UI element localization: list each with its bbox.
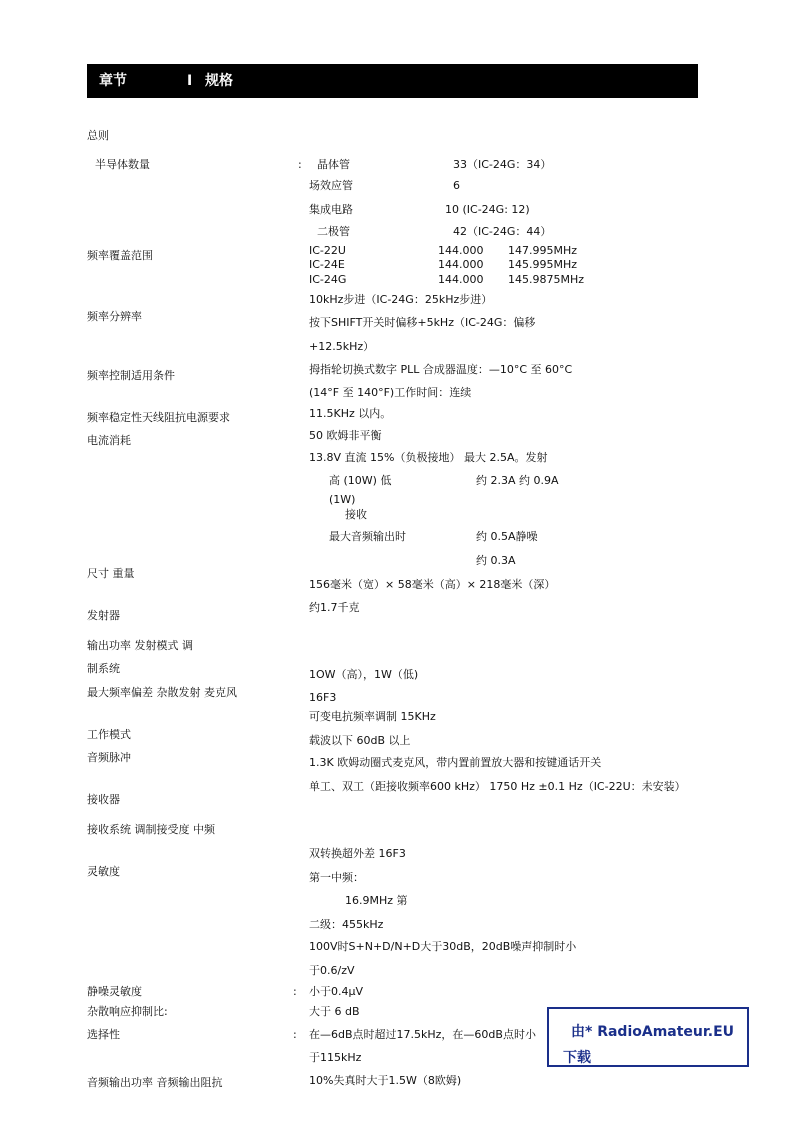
- value-squelch: 小于0.4μV: [309, 985, 364, 998]
- value-squelched-amps: 约 0.3A: [476, 554, 516, 567]
- colon: :: [293, 985, 297, 998]
- label-semiconductors: 半导体数量: [95, 158, 150, 171]
- coverage-end: 145.9875MHz: [508, 273, 585, 286]
- transistor-value: 33（IC-24G：34）: [453, 158, 552, 171]
- watermark-line-2: 下载: [563, 1050, 591, 1066]
- value-max-audio-amps: 约 0.5A静噪: [476, 530, 538, 543]
- value-rx: 接收: [345, 508, 367, 521]
- chapter-label: 章节: [99, 73, 127, 89]
- label-frequency-control: 频率控制适用条件: [87, 369, 175, 382]
- label-frequency-stability: 频率稳定性天线阻抗电源要求: [87, 411, 230, 424]
- label-frequency-resolution: 频率分辨率: [87, 310, 142, 323]
- coverage-end: 147.995MHz: [508, 244, 578, 257]
- coverage-start: 144.000: [438, 258, 484, 271]
- label-dimensions: 尺寸 重量: [87, 567, 135, 580]
- value-selectivity-cont: 于115kHz: [309, 1051, 362, 1064]
- section-heading-general: 总则: [87, 129, 109, 142]
- label-current-drain: 电流消耗: [87, 434, 131, 447]
- value-stability: 11.5KHz 以内。: [309, 407, 392, 420]
- value-control: 拇指轮切换式数字 PLL 合成器温度：—10°C 至 60°C: [309, 363, 573, 376]
- value-operating-mode: 单工、双工（距接收频率600 kHz） 1750 Hz ±0.1 Hz（IC-22U：未安装）: [309, 780, 686, 793]
- value-size: 156毫米（宽）× 58毫米（高）× 218毫米（深）: [309, 578, 556, 591]
- ic-value: 10 (IC-24G: 12): [445, 203, 530, 216]
- value-weight: 约1.7千克: [309, 601, 360, 614]
- value-emission-mode: 16F3: [309, 691, 337, 704]
- coverage-start: 144.000: [438, 273, 484, 286]
- fet-value: 6: [453, 179, 460, 192]
- value-control-cont: (14°F 至 140°F)工作时间：连续: [309, 386, 472, 399]
- diode-value: 42（IC-24G：44）: [453, 225, 552, 238]
- value-tx-high: 高 (10W) 低: [329, 474, 392, 487]
- diode-label: 二极管: [317, 225, 350, 238]
- label-spurious: 杂散响应抑制比:: [87, 1005, 168, 1018]
- value-shift-cont: +12.5kHz）: [309, 340, 375, 353]
- fet-label: 场效应管: [309, 179, 353, 192]
- value-receive-system: 双转换超外差 16F3: [309, 847, 406, 860]
- value-microphone: 1.3K 欧姆动圈式麦克风，带内置前置放大器和按键通话开关: [309, 756, 602, 769]
- value-spurious-emission: 载波以下 60dB 以上: [309, 734, 411, 747]
- coverage-model: IC-24E: [309, 258, 345, 271]
- label-selectivity: 选择性: [87, 1028, 120, 1041]
- value-tx-amps: 约 2.3A 约 0.9A: [476, 474, 559, 487]
- download-watermark: [547, 1007, 749, 1067]
- colon: :: [293, 1028, 297, 1041]
- label-tone-burst: 音频脉冲: [87, 751, 131, 764]
- label-audio-output: 音频输出功率 音频输出阻抗: [87, 1076, 223, 1089]
- coverage-model: IC-24G: [309, 273, 347, 286]
- value-if1: 第一中频：: [309, 871, 364, 884]
- value-shift: 按下SHIFT开关时偏移+5kHz（IC-24G：偏移: [309, 316, 536, 329]
- value-audio-output: 10%失真时大于1.5W（8欧姆): [309, 1074, 462, 1087]
- coverage-start: 144.000: [438, 244, 484, 257]
- label-output-power: 输出功率 发射模式 调: [87, 639, 193, 652]
- value-power: 13.8V 直流 15%（负极接地） 最大 2.5A。发射: [309, 451, 548, 464]
- label-receive-system: 接收系统 调制接受度 中频: [87, 823, 215, 836]
- label-operating-mode: 工作模式: [87, 728, 131, 741]
- label-transmitter: 发射器: [87, 609, 120, 622]
- label-frequency-coverage: 频率覆盖范围: [87, 249, 153, 262]
- label-modulation: 制系统: [87, 662, 120, 675]
- chapter-number: I: [187, 73, 193, 89]
- label-max-deviation: 最大频率偏差 杂散发射 麦克风: [87, 686, 237, 699]
- watermark-line-1: 由* RadioAmateur.EU: [571, 1024, 735, 1040]
- value-if2: 二级：455kHz: [309, 918, 384, 931]
- label-sensitivity: 灵敏度: [87, 865, 120, 878]
- coverage-model: IC-22U: [309, 244, 346, 257]
- colon: :: [298, 158, 302, 171]
- chapter-title: 规格: [205, 73, 233, 89]
- value-selectivity: 在—6dB点时超过17.5kHz，在—60dB点时小: [309, 1028, 536, 1041]
- value-modulation: 可变电抗频率调制 15KHz: [309, 710, 436, 723]
- label-squelch: 静噪灵敏度: [87, 985, 142, 998]
- chapter-header-bar: [87, 64, 698, 98]
- value-tx-low: (1W): [329, 493, 356, 506]
- transistor-label: 晶体管: [317, 158, 350, 171]
- value-spurious-response: 大于 6 dB: [309, 1005, 360, 1018]
- ic-label: 集成电路: [309, 203, 353, 216]
- value-output-power: 1OW（高），1W（低): [309, 668, 419, 681]
- value-sensitivity: 100V时S+N+D/N+D大于30dB，20dB噪声抑制时小: [309, 940, 577, 953]
- coverage-end: 145.995MHz: [508, 258, 578, 271]
- value-max-audio: 最大音频输出时: [329, 530, 406, 543]
- value-antenna: 50 欧姆非平衡: [309, 429, 382, 442]
- value-step: 10kHz步进（IC-24G：25kHz步进）: [309, 293, 493, 306]
- label-receiver: 接收器: [87, 793, 120, 806]
- value-if1-freq: 16.9MHz 第: [345, 894, 408, 907]
- value-sensitivity-cont: 于0.6/zV: [309, 964, 355, 977]
